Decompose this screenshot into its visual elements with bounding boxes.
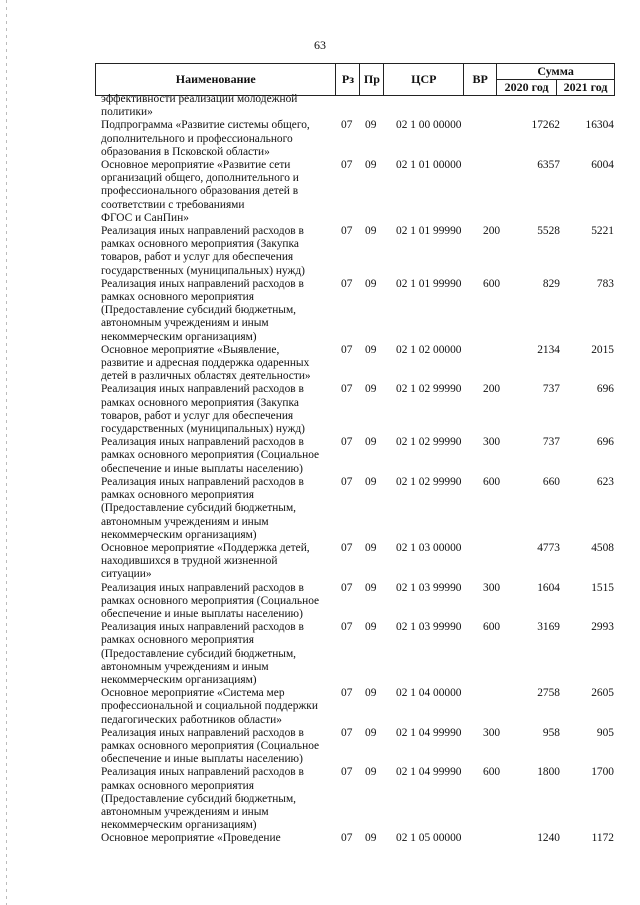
row-csr: 02 1 04 99990 [396,726,462,739]
row-name-line: рамках основного мероприятия (Закупка [101,238,299,251]
row-csr: 02 1 03 99990 [396,621,462,634]
row-sum-2021: 4508 [591,541,614,554]
row-sum-2020: 1800 [537,766,560,779]
row-name-line: Реализация иных направлений расходов в [101,225,304,238]
row-name-line: (Предоставление субсидий бюджетным, [101,647,296,660]
row-name [101,225,331,278]
row-name-line: развитие и адресная поддержка одаренных [101,357,310,370]
table-row [0,766,640,832]
row-name-line: (Предоставление субсидий бюджетным, [101,304,296,317]
row-name-line: Реализация иных направлений расходов в [101,726,304,739]
row-name [101,727,331,767]
table-row [0,159,640,225]
row-name-line: Реализация иных направлений расходов в [101,621,304,634]
row-name-line: Основное мероприятие «Проведение [101,832,281,845]
row-csr: 02 1 02 99990 [396,475,462,488]
row-rz: 07 [341,687,353,700]
row-csr: 02 1 01 99990 [396,277,462,290]
row-name-line: Основное мероприятие «Поддержка детей, [101,541,310,554]
row-sum-2020: 737 [542,436,560,449]
row-name-line: профессионального образования детей в [101,185,299,198]
row-sum-2021: 1172 [591,832,614,845]
row-sum-2021: 2015 [591,343,614,356]
row-name-line: Реализация иных направлений расходов в [101,475,304,488]
header-sum: Сумма [497,64,615,80]
row-sum-2020: 829 [542,277,560,290]
row-name [101,766,331,832]
table-row [0,93,640,119]
row-name-line: рамках основного мероприятия (Социальное [101,449,320,462]
row-name-line: соответствии с требованиями [101,198,245,211]
table-body [0,93,640,846]
row-name-line: обеспечение и иные выплаты населению) [101,462,303,475]
row-pr: 09 [365,621,377,634]
table-row [0,582,640,622]
row-name-line: рамках основного мероприятия (Закупка [101,396,299,409]
row-name-line: образования в Псковской области» [101,145,270,158]
header-year-2020: 2020 год [497,80,557,96]
row-name [101,832,331,845]
row-sum-2020: 2758 [537,687,560,700]
row-csr: 02 1 01 99990 [396,225,462,238]
row-name-line: дополнительного и профессионального [101,132,293,145]
row-vr: 600 [483,277,501,290]
row-name-line: обеспечение и иные выплаты населению) [101,753,303,766]
row-sum-2021: 1700 [591,766,614,779]
row-sum-2021: 696 [596,383,614,396]
table-row [0,621,640,687]
row-pr: 09 [365,726,377,739]
row-name-line: политики» [101,106,153,119]
row-name-line: автономным учреждениям и иным [101,805,269,818]
row-name-line: Основное мероприятие «Развитие сети [101,159,291,172]
row-csr: 02 1 04 00000 [396,687,462,700]
row-sum-2021: 696 [596,436,614,449]
row-name-line: товаров, работ и услуг для обеспечения [101,409,294,422]
header-vr: ВР [464,64,497,96]
row-rz: 07 [341,766,353,779]
row-name [101,476,331,542]
row-pr: 09 [365,475,377,488]
row-pr: 09 [365,541,377,554]
row-csr: 02 1 02 99990 [396,383,462,396]
row-name-line: педагогических работников области» [101,713,282,726]
row-name [101,383,331,436]
row-name-line: некоммерческим организациям) [101,819,257,832]
row-name-line: автономным учреждениям и иным [101,317,269,330]
row-sum-2020: 958 [542,726,560,739]
row-pr: 09 [365,383,377,396]
row-vr: 300 [483,726,501,739]
row-name [101,687,331,727]
row-pr: 09 [365,343,377,356]
row-name-line: рамках основного мероприятия [101,634,254,647]
row-sum-2021: 5221 [591,225,614,238]
row-pr: 09 [365,119,377,132]
row-name-line: профессиональной и социальной поддержки [101,700,318,713]
header-pr: Пр [360,64,384,96]
row-rz: 07 [341,581,353,594]
row-sum-2020: 737 [542,383,560,396]
row-rz: 07 [341,119,353,132]
row-name-line: государственных (муниципальных) нужд) [101,264,305,277]
row-name-line: ситуации» [101,568,152,581]
header-csr: ЦСР [384,64,464,96]
row-sum-2021: 623 [596,475,614,488]
row-name [101,436,331,476]
table-row [0,436,640,476]
row-csr: 02 1 01 00000 [396,159,462,172]
row-rz: 07 [341,343,353,356]
row-vr: 300 [483,436,501,449]
table-row [0,278,640,344]
row-name [101,159,331,225]
row-name-line: находившихся в трудной жизненной [101,555,278,568]
table-row [0,727,640,767]
row-name-line: Реализация иных направлений расходов в [101,383,304,396]
row-name-line: Основное мероприятие «Выявление, [101,343,280,356]
row-vr: 600 [483,766,501,779]
row-pr: 09 [365,277,377,290]
row-name-line: Реализация иных направлений расходов в [101,581,304,594]
row-name-line: некоммерческим организациям) [101,528,257,541]
row-name-line: автономным учреждениям и иным [101,515,269,528]
row-rz: 07 [341,159,353,172]
table-row [0,476,640,542]
row-sum-2021: 2993 [591,621,614,634]
row-vr: 200 [483,225,501,238]
row-csr: 02 1 04 99990 [396,766,462,779]
row-sum-2021: 6004 [591,159,614,172]
row-vr: 200 [483,383,501,396]
row-name [101,93,331,119]
row-csr: 02 1 02 00000 [396,343,462,356]
row-rz: 07 [341,832,353,845]
row-pr: 09 [365,581,377,594]
table-row [0,383,640,436]
row-sum-2020: 17262 [531,119,560,132]
row-name [101,542,331,582]
row-name-line: Основное мероприятие «Система мер [101,687,285,700]
row-name-line: Реализация иных направлений расходов в [101,436,304,449]
row-csr: 02 1 00 00000 [396,119,462,132]
row-rz: 07 [341,726,353,739]
row-sum-2021: 16304 [585,119,614,132]
row-csr: 02 1 03 99990 [396,581,462,594]
row-sum-2020: 4773 [537,541,560,554]
row-name-line: обеспечение и иные выплаты населению) [101,607,303,620]
row-rz: 07 [341,621,353,634]
row-name-line: детей в различных областях деятельности» [101,370,311,383]
table-row [0,119,640,159]
row-name-line: государственных (муниципальных) нужд) [101,423,305,436]
row-rz: 07 [341,436,353,449]
header-year-2021: 2021 год [557,80,615,96]
row-name-line: эффективности реализации молодежной [101,93,298,105]
row-pr: 09 [365,436,377,449]
row-sum-2020: 1240 [537,832,560,845]
row-pr: 09 [365,159,377,172]
row-name-line: рамках основного мероприятия [101,779,254,792]
row-pr: 09 [365,225,377,238]
row-rz: 07 [341,475,353,488]
row-name-line: организаций общего, дополнительного и [101,172,299,185]
table-row [0,344,640,384]
row-name-line: Реализация иных направлений расходов в [101,766,304,779]
row-name-line: товаров, работ и услуг для обеспечения [101,251,294,264]
row-name-line: ФГОС и СанПин» [101,211,189,224]
row-sum-2021: 1515 [591,581,614,594]
row-sum-2021: 905 [596,726,614,739]
row-name [101,621,331,687]
row-sum-2020: 2134 [537,343,560,356]
row-rz: 07 [341,383,353,396]
row-pr: 09 [365,766,377,779]
table-row [0,542,640,582]
row-csr: 02 1 05 00000 [396,832,462,845]
row-name [101,582,331,622]
row-sum-2021: 783 [596,277,614,290]
header-name: Наименование [96,64,336,96]
row-name-line: некоммерческим организациям) [101,330,257,343]
row-sum-2020: 3169 [537,621,560,634]
row-name-line: (Предоставление субсидий бюджетным, [101,502,296,515]
row-sum-2020: 1604 [537,581,560,594]
row-rz: 07 [341,277,353,290]
row-name-line: рамках основного мероприятия [101,291,254,304]
row-rz: 07 [341,225,353,238]
row-name-line: некоммерческим организациям) [101,673,257,686]
row-name-line: Реализация иных направлений расходов в [101,277,304,290]
row-csr: 02 1 02 99990 [396,436,462,449]
header-rz: Рз [336,64,360,96]
row-sum-2020: 5528 [537,225,560,238]
row-name-line: рамках основного мероприятия [101,489,254,502]
row-name [101,344,331,384]
row-csr: 02 1 03 00000 [396,541,462,554]
row-name-line: (Предоставление субсидий бюджетным, [101,792,296,805]
page-number: 63 [314,38,326,52]
row-rz: 07 [341,541,353,554]
table-row [0,832,640,845]
row-vr: 300 [483,581,501,594]
row-sum-2020: 6357 [537,159,560,172]
row-name-line: рамках основного мероприятия (Социальное [101,594,320,607]
row-sum-2020: 660 [542,475,560,488]
table-row [0,225,640,278]
table-header [95,63,615,96]
row-name-line: автономным учреждениям и иным [101,660,269,673]
row-pr: 09 [365,687,377,700]
table-row [0,687,640,727]
row-vr: 600 [483,475,501,488]
row-name [101,278,331,344]
row-name [101,119,331,159]
row-vr: 600 [483,621,501,634]
row-name-line: рамках основного мероприятия (Социальное [101,739,320,752]
row-sum-2021: 2605 [591,687,614,700]
row-pr: 09 [365,832,377,845]
row-name-line: Подпрограмма «Развитие системы общего, [101,119,310,132]
